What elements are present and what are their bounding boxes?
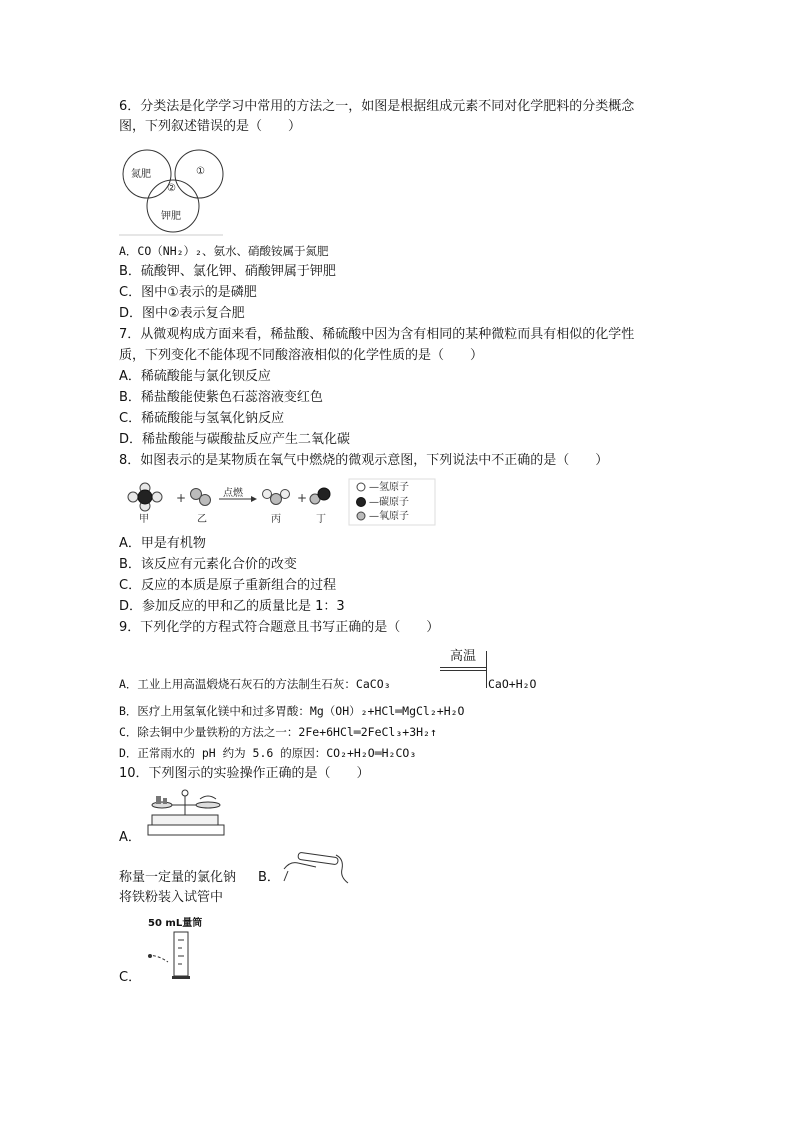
q7-stem-line1: 7．从微观构成方面来看，稀盐酸、稀硫酸中因为含有相同的某种微粒而具有相似的化学性: [119, 327, 635, 342]
q9-option-d: D．正常雨水的 pH 约为 5.6 的原因：CO₂+H₂O═H₂CO₃: [119, 746, 417, 760]
q6-stem-line2: 图，下列叙述错误的是（ ）: [119, 119, 302, 134]
balance-scale-image: [142, 787, 228, 841]
q7-option-a: A．稀硫酸能与氯化钡反应: [119, 369, 271, 384]
reaction-condition: 点燃: [223, 488, 243, 499]
q6-option-a: A．CO（NH₂）₂、氨水、硝酸铵属于氮肥: [119, 244, 329, 258]
molecule-bing: [263, 490, 290, 505]
label-yi: 乙: [197, 514, 207, 525]
molecule-ding: [310, 488, 330, 504]
venn-label-one: ①: [196, 166, 205, 177]
q7-option-d: D．稀盐酸能与碳酸盐反应产生二氧化碳: [119, 432, 351, 447]
q8-option-d: D．参加反应的甲和乙的质量比是 1：3: [119, 599, 345, 614]
q9-option-a: A．工业上用高温煅烧石灰石的方法制生石灰：CaCO₃: [119, 677, 391, 691]
cylinder-label: 50 mL量筒: [148, 918, 203, 929]
venn-label-two: ②: [167, 183, 176, 194]
graduated-cylinder-image: [142, 930, 202, 980]
q10-option-c-label: C．: [119, 970, 142, 985]
q9-option-b: B．医疗上用氢氧化镁中和过多胃酸：Mg（OH）₂+HCl═MgCl₂+H₂O: [119, 704, 465, 718]
q8-stem: 8．如图表示的是某物质在氧气中燃烧的微观示意图，下列说法中不正确的是（ ）: [119, 453, 609, 468]
legend-oxygen-swatch: [357, 512, 365, 520]
combustion-micro-diagram: [119, 478, 439, 528]
q7-stem-line2: 质，下列变化不能体现不同酸溶液相似的化学性质的是（ ）: [119, 348, 484, 363]
legend-oxygen-label: —氧原子: [369, 511, 409, 522]
q9-option-c: C．除去铜中少量铁粉的方法之一：2Fe+6HCl═2FeCl₃+3H₂↑: [119, 725, 437, 739]
q8-option-c: C．反应的本质是原子重新组合的过程: [119, 578, 337, 593]
q9-stem: 9．下列化学的方程式符合题意且书写正确的是（ ）: [119, 620, 440, 635]
legend-carbon-label: —碳原子: [369, 497, 409, 508]
molecule-yi: [191, 489, 211, 506]
q8-option-a: A．甲是有机物: [119, 536, 206, 551]
label-jia: 甲: [139, 514, 149, 525]
legend-hydrogen-swatch: [357, 483, 365, 491]
q7-option-b: B．稀盐酸能使紫色石蕊溶液变红色: [119, 390, 323, 405]
q6-option-d: D．图中②表示复合肥: [119, 306, 245, 321]
q9-a-equals-sign: [440, 667, 486, 671]
molecule-jia: [128, 483, 162, 511]
q7-option-c: C．稀硫酸能与氢氧化钠反应: [119, 411, 285, 426]
venn-label-nitrogen: 氮肥: [131, 169, 151, 180]
test-tube-image: [280, 849, 352, 885]
q9-a-divider: [486, 651, 487, 688]
q10-option-a-caption: 称量一定量的氯化钠: [119, 870, 237, 885]
q6-option-b: B．硫酸钾、氯化钾、硝酸钾属于钾肥: [119, 264, 336, 279]
plus-sign-2: +: [297, 491, 308, 505]
reaction-arrowhead: [251, 496, 257, 502]
q10-option-b-label: B．: [258, 870, 280, 885]
label-ding: 丁: [316, 514, 326, 525]
label-bing: 丙: [271, 514, 281, 525]
q10-option-b-caption: 将铁粉装入试管中: [119, 890, 224, 905]
fertilizer-venn-diagram: [119, 141, 225, 237]
legend-hydrogen-label: —氢原子: [369, 482, 409, 493]
q9-a-condition: 高温: [449, 649, 476, 664]
legend-carbon-swatch: [357, 498, 366, 507]
q6-stem-line1: 6．分类法是化学学习中常用的方法之一，如图是根据组成元素不同对化学肥料的分类概念: [119, 99, 635, 114]
venn-label-potassium: 钾肥: [161, 211, 181, 222]
q10-stem: 10．下列图示的实验操作正确的是（ ）: [119, 766, 370, 781]
q9-option-a-product: CaO+H₂O: [488, 677, 537, 691]
q10-option-a-label: A．: [119, 830, 141, 845]
q6-option-c: C．图中①表示的是磷肥: [119, 285, 257, 300]
q8-option-b: B．该反应有元素化合价的改变: [119, 557, 297, 572]
plus-sign-1: +: [176, 491, 187, 505]
